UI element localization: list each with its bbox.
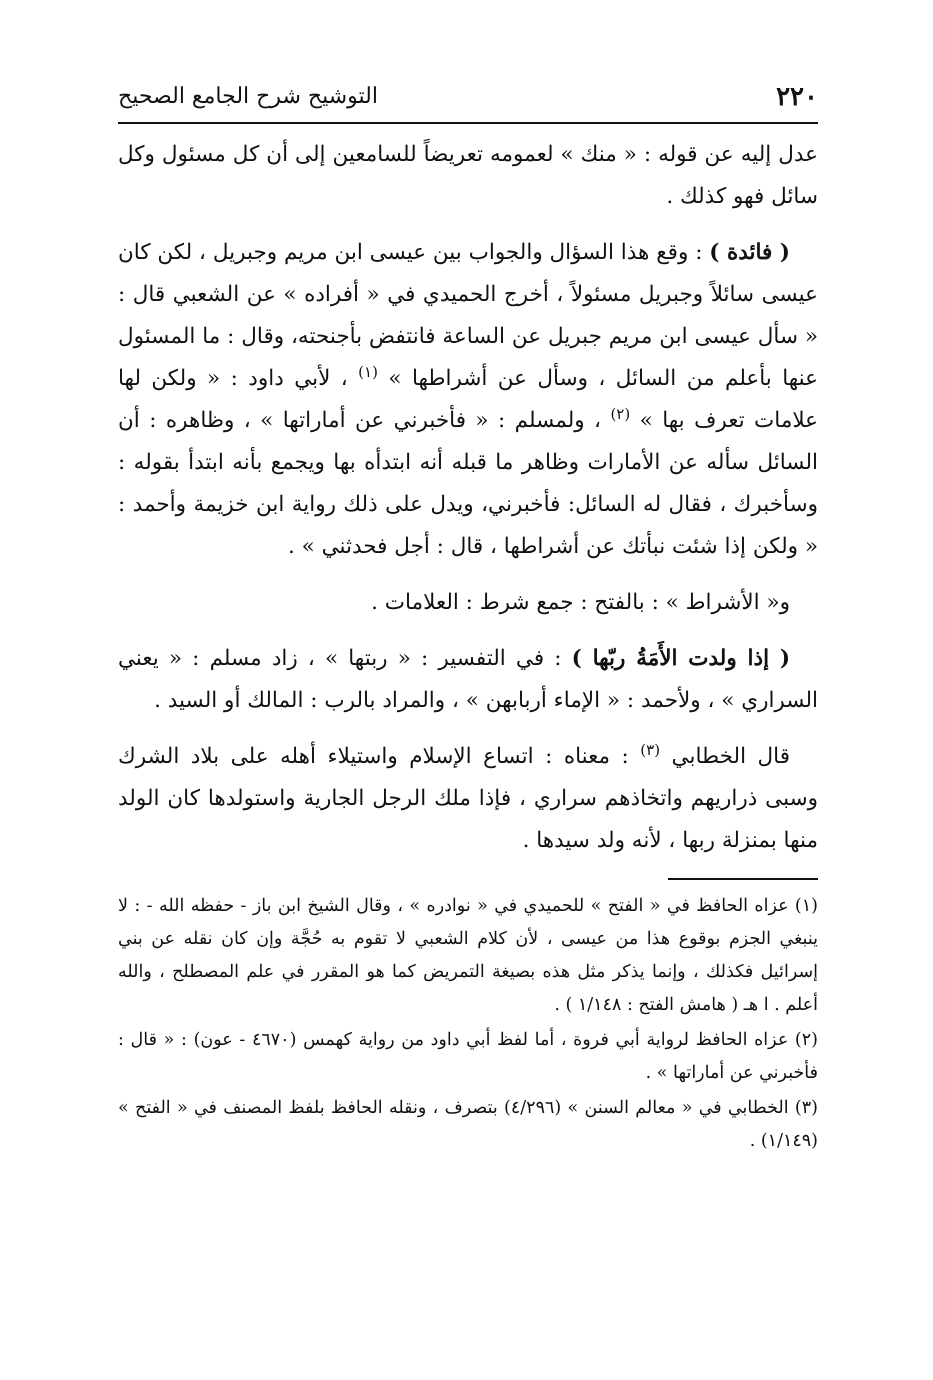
footnote-2: (٢) عزاه الحافظ لرواية أبي فروة ، أما لفظ أبي داود من رواية كهمس (٤٦٧٠ - عون) : « قال : فأخبرني عن أماراتها » . [118, 1030, 818, 1083]
paragraph-1: عدل إليه عن قوله : « منك » لعمومه تعريضاً للسامعين إلى أن كل مسئول وكل سائل فهو كذلك . [118, 142, 818, 209]
footnote-ref-1[interactable]: (١) [358, 362, 378, 381]
paragraph-5-text-b: : معناه : اتساع الإسلام واستيلاء أهله على بلاد الشرك وسبى ذراريهم واتخاذهم سراري ، فإذا ملك الرجل الجارية واستولدها كان الولد منها بمنزلة ربها ، لأنه ولد سيدها . [118, 744, 818, 853]
footnote-ref-3[interactable]: (٣) [640, 740, 661, 759]
paragraph-2-text-c: ، ولمسلم : « فأخبرني عن أماراتها » ، وظاهره : أن السائل سأله عن الأمارات وظاهر ما قبله أنه ابتدأه بها ويجمع بأنه ابتدأ بقوله : وسأخبرك ، فقال له السائل: فأخبرني، ويدل على ذلك رواية ابن خزيمة وأحمد : « ولكن إذا شئت نبأتك عن أشراطها ، قال : أجل فحدثني » . [118, 408, 818, 559]
paragraph-2 [118, 232, 818, 568]
footnote-ref-2[interactable]: (٢) [610, 404, 631, 423]
footnotes [118, 890, 818, 1158]
paragraph-2-text-a: : وقع هذا السؤال والجواب بين عيسى ابن مريم وجبريل ، لكن كان عيسى سائلاً وجبريل مسئولاً ، أخرج الحميدي في « أفراده » عن الشعبي قال : « سأل عيسى ابن مريم جبريل عن الساعة فانتفض بأجنحته، وقال : ما المسئول عنها بأعلم من السائل ، وسأل عن أشراطها » [118, 240, 818, 391]
footnote-3: (٣) الخطابي في « معالم السنن » (٤/٢٩٦) بتصرف ، ونقله الحافظ بلفظ المصنف في « الفتح » (١/١٤٩) . [118, 1098, 818, 1151]
paragraph-2-text-b: ، لأبي داود : « ولكن لها علامات تعرف بها » [118, 366, 818, 433]
running-header [118, 82, 818, 124]
paragraph-5-text-a: قال الخطابي [660, 744, 790, 769]
paragraph-4-text: : في التفسير : « ربتها » ، زاد مسلم : « يعني السراري » ، ولأحمد : « الإماء أربابهن » ، والمراد بالرب : المالك أو السيد . [118, 646, 818, 713]
paragraph-4 [118, 638, 818, 722]
footnote-separator [668, 878, 818, 880]
lemma-idha-waladat: ( إذا ولدت الأَمَةُ ربّها ) [571, 646, 790, 671]
page-number: ٢٢٠ [776, 82, 818, 112]
lemma-faida: ( فائدة ) [709, 240, 790, 265]
paragraph-3: و« الأشراط » : بالفتح : جمع شرط : العلامات . [371, 590, 790, 615]
book-page [118, 82, 818, 1160]
book-title: التوشيح شرح الجامع الصحيح [118, 84, 378, 109]
paragraph-5 [118, 736, 818, 862]
main-text [118, 134, 818, 862]
footnote-1: (١) عزاه الحافظ في « الفتح » للحميدي في « نوادره » ، وقال الشيخ ابن باز - حفظه الله - : لا ينبغي الجزم بوقوع هذا من عيسى ، لأن كلام الشعبي لا تقوم به حُجَّة وإن كان نقله عن بني إسرائيل فكذلك ، وإنما يذكر مثل هذه بصيغة التمريض كما هو المقرر في علم المصطلح ، والله أعلم . ا هـ ( هامش الفتح : ١/١٤٨ ) . [118, 896, 818, 1015]
